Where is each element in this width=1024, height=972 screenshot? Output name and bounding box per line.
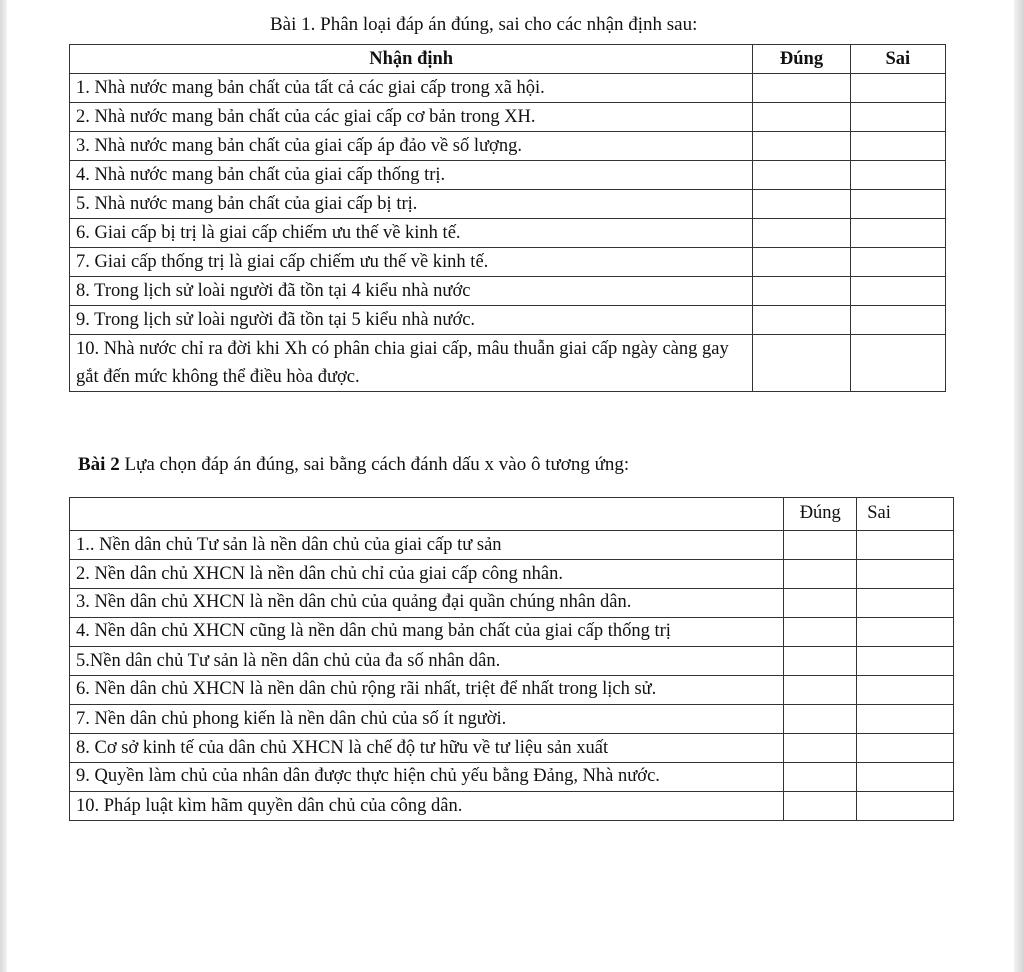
exercise1-table — [69, 44, 946, 392]
false-answer-cell[interactable] — [850, 132, 945, 161]
statement-cell: 3. Nền dân chủ XHCN là nền dân chủ của quảng đại quần chúng nhân dân. — [70, 589, 784, 618]
statement-cell: 5.Nền dân chủ Tư sản là nền dân chủ của đa số nhân dân. — [70, 647, 784, 676]
table-row — [70, 161, 946, 190]
statement-cell: 9. Trong lịch sử loài người đã tồn tại 5 kiểu nhà nước. — [70, 306, 753, 335]
header-true: Đúng — [753, 45, 850, 74]
true-answer-cell[interactable] — [784, 560, 857, 589]
false-answer-cell[interactable] — [857, 589, 954, 618]
true-answer-cell[interactable] — [753, 335, 850, 392]
false-answer-cell[interactable] — [857, 647, 954, 676]
table-row — [70, 306, 946, 335]
false-answer-cell[interactable] — [850, 219, 945, 248]
table-row — [70, 132, 946, 161]
false-answer-cell[interactable] — [850, 74, 945, 103]
false-answer-cell[interactable] — [850, 161, 945, 190]
true-answer-cell[interactable] — [753, 132, 850, 161]
true-answer-cell[interactable] — [753, 248, 850, 277]
true-answer-cell[interactable] — [784, 589, 857, 618]
table-row — [70, 647, 954, 676]
true-answer-cell[interactable] — [753, 161, 850, 190]
false-answer-cell[interactable] — [857, 676, 954, 705]
false-answer-cell[interactable] — [857, 763, 954, 792]
false-answer-cell[interactable] — [857, 618, 954, 647]
statement-cell: 10. Pháp luật kìm hãm quyền dân chủ của công dân. — [70, 792, 784, 821]
false-answer-cell[interactable] — [857, 560, 954, 589]
statement-cell: 8. Cơ sở kinh tế của dân chủ XHCN là chế độ tư hữu về tư liệu sản xuất — [70, 734, 784, 763]
false-answer-cell[interactable] — [857, 705, 954, 734]
exercise2-label: Bài 2 — [78, 454, 120, 475]
false-answer-cell[interactable] — [850, 103, 945, 132]
exercise2-instruction: Lựa chọn đáp án đúng, sai bằng cách đánh dấu x vào ô tương ứng: — [119, 454, 630, 475]
true-answer-cell[interactable] — [753, 190, 850, 219]
statement-cell: 7. Nền dân chủ phong kiến là nền dân chủ của số ít người. — [70, 705, 784, 734]
true-answer-cell[interactable] — [784, 734, 857, 763]
table-row — [70, 248, 946, 277]
false-answer-cell[interactable] — [850, 248, 945, 277]
true-answer-cell[interactable] — [753, 74, 850, 103]
true-answer-cell[interactable] — [753, 219, 850, 248]
header-false: Sai — [850, 45, 945, 74]
table-row — [70, 705, 954, 734]
statement-cell: 7. Giai cấp thống trị là giai cấp chiếm ưu thế về kinh tế. — [70, 248, 753, 277]
statement-cell: 3. Nhà nước mang bản chất của giai cấp áp đảo về số lượng. — [70, 132, 753, 161]
true-answer-cell[interactable] — [784, 531, 857, 560]
exercise2-title — [78, 454, 629, 476]
true-answer-cell[interactable] — [784, 705, 857, 734]
table-row — [70, 531, 954, 560]
false-answer-cell[interactable] — [850, 335, 945, 392]
table-row — [70, 763, 954, 792]
statement-cell: 4. Nhà nước mang bản chất của giai cấp thống trị. — [70, 161, 753, 190]
statement-cell: 4. Nền dân chủ XHCN cũng là nền dân chủ mang bản chất của giai cấp thống trị — [70, 618, 784, 647]
header-statement: Nhận định — [70, 45, 753, 74]
statement-cell: 1.. Nền dân chủ Tư sản là nền dân chủ của giai cấp tư sản — [70, 531, 784, 560]
page-edge-left — [0, 0, 7, 972]
false-answer-cell[interactable] — [857, 531, 954, 560]
false-answer-cell[interactable] — [850, 190, 945, 219]
statement-cell: 8. Trong lịch sử loài người đã tồn tại 4 kiểu nhà nước — [70, 277, 753, 306]
table-row — [70, 560, 954, 589]
header-true: Đúng — [784, 498, 857, 531]
statement-cell: 9. Quyền làm chủ của nhân dân được thực hiện chủ yếu bằng Đảng, Nhà nước. — [70, 763, 784, 792]
table-row — [70, 219, 946, 248]
page-edge-right — [1014, 0, 1024, 972]
true-answer-cell[interactable] — [753, 277, 850, 306]
table-row — [70, 734, 954, 763]
true-answer-cell[interactable] — [784, 792, 857, 821]
table-row — [70, 676, 954, 705]
header-statement — [70, 498, 784, 531]
true-answer-cell[interactable] — [753, 103, 850, 132]
statement-cell: 10. Nhà nước chỉ ra đời khi Xh có phân chia giai cấp, mâu thuẫn giai cấp ngày càng gay gắt đến mức không thể điều hòa được. — [70, 335, 753, 392]
table-header-row — [70, 45, 946, 74]
table-row — [70, 618, 954, 647]
statement-cell: 2. Nền dân chủ XHCN là nền dân chủ chỉ của giai cấp công nhân. — [70, 560, 784, 589]
false-answer-cell[interactable] — [850, 306, 945, 335]
statement-cell: 5. Nhà nước mang bản chất của giai cấp bị trị. — [70, 190, 753, 219]
statement-cell: 2. Nhà nước mang bản chất của các giai cấp cơ bản trong XH. — [70, 103, 753, 132]
table-row — [70, 74, 946, 103]
true-answer-cell[interactable] — [784, 676, 857, 705]
table-row — [70, 589, 954, 618]
table-row — [70, 792, 954, 821]
true-answer-cell[interactable] — [784, 763, 857, 792]
true-answer-cell[interactable] — [784, 647, 857, 676]
header-false: Sai — [857, 498, 954, 531]
table-row — [70, 103, 946, 132]
false-answer-cell[interactable] — [850, 277, 945, 306]
exercise2-table — [69, 497, 954, 821]
table-row — [70, 335, 946, 392]
statement-cell: 6. Nền dân chủ XHCN là nền dân chủ rộng rãi nhất, triệt để nhất trong lịch sử. — [70, 676, 784, 705]
exercise1-title: Bài 1. Phân loại đáp án đúng, sai cho các nhận định sau: — [270, 14, 698, 35]
true-answer-cell[interactable] — [784, 618, 857, 647]
false-answer-cell[interactable] — [857, 734, 954, 763]
true-answer-cell[interactable] — [753, 306, 850, 335]
statement-cell: 6. Giai cấp bị trị là giai cấp chiếm ưu thế về kinh tế. — [70, 219, 753, 248]
table-header-row — [70, 498, 954, 531]
false-answer-cell[interactable] — [857, 792, 954, 821]
statement-cell: 1. Nhà nước mang bản chất của tất cả các giai cấp trong xã hội. — [70, 74, 753, 103]
table-row — [70, 190, 946, 219]
table-row — [70, 277, 946, 306]
